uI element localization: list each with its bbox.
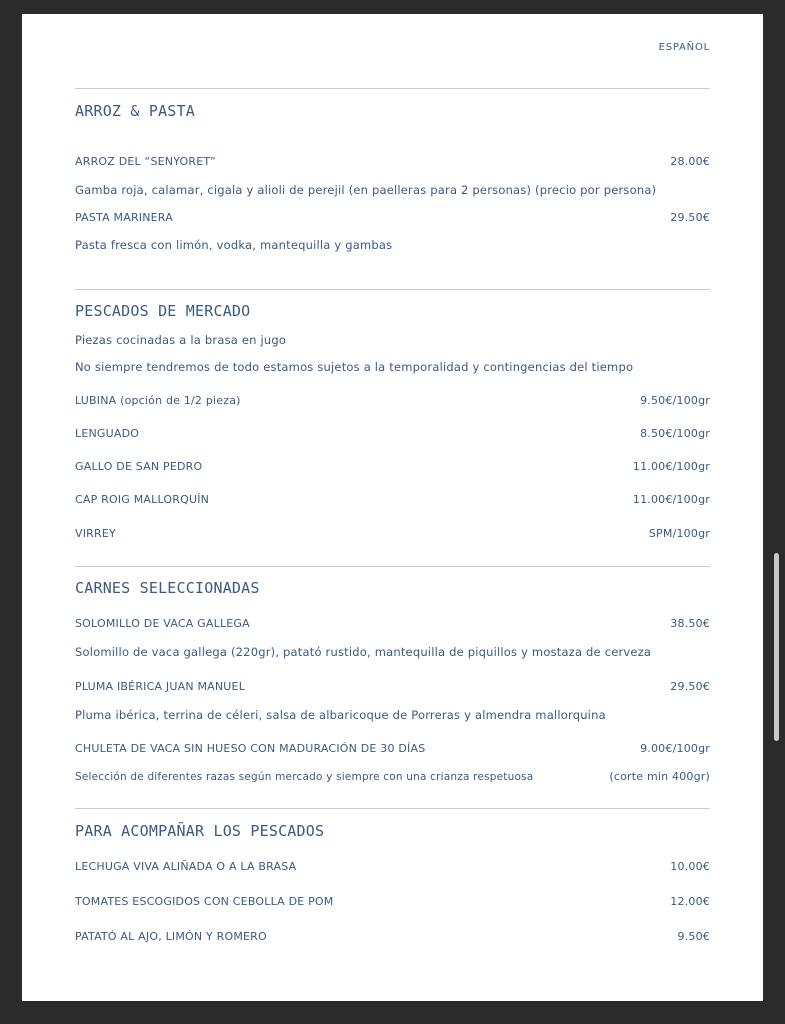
menu-item-price: 12.00€	[670, 895, 710, 908]
menu-item-name: PASTA MARINERA	[75, 211, 173, 224]
scrollbar-thumb[interactable]	[774, 553, 779, 741]
menu-item-name: CHULETA DE VACA SIN HUESO CON MADURACIÓN DE 30 DÍAS	[75, 742, 426, 755]
menu-item-price: 29.50€	[670, 211, 710, 224]
menu-item-name: LENGUADO	[75, 427, 140, 440]
menu-item-name: PATATÓ AL AJO, LIMÓN Y ROMERO	[75, 930, 267, 943]
menu-item-description: Pasta fresca con limón, vodka, mantequilla y gambas	[75, 238, 393, 252]
menu-item-price: 10.00€	[670, 860, 710, 873]
section-divider	[75, 808, 710, 809]
menu-item-price: 8.50€/100gr	[640, 427, 710, 440]
menu-item-description: Selección de diferentes razas según mercado y siempre con una crianza respetuosa	[75, 771, 534, 783]
menu-item-description: Pluma ibérica, terrina de céleri, salsa de albaricoque de Porreras y almendra mallorquina	[75, 708, 606, 722]
section-note: No siempre tendremos de todo estamos sujetos a la temporalidad y contingencias del tiempo	[75, 360, 634, 374]
menu-item-description: Solomillo de vaca gallega (220gr), patató rustido, mantequilla de piquillos y mostaza de cerveza	[75, 645, 652, 659]
menu-item-name: LUBINA (opción de 1/2 pieza)	[75, 394, 241, 407]
scrollbar[interactable]	[771, 14, 781, 1001]
menu-item-price: 28.00€	[670, 155, 710, 168]
menu-item-name: GALLO DE SAN PEDRO	[75, 460, 203, 473]
menu-item-price: 38.50€	[670, 617, 710, 630]
menu-item-description: Gamba roja, calamar, cigala y alioli de perejil (en paelleras para 2 personas) (precio por persona)	[75, 183, 657, 197]
section-title: ARROZ & PASTA	[75, 102, 195, 120]
menu-item-price: 9.50€/100gr	[640, 394, 710, 407]
section-note: Piezas cocinadas a la brasa en jugo	[75, 333, 287, 347]
menu-item-price: 11.00€/100gr	[632, 460, 710, 473]
section-divider	[75, 289, 710, 290]
menu-item-name: SOLOMILLO DE VACA GALLEGA	[75, 617, 250, 630]
menu-item-note: (corte min 400gr)	[609, 770, 710, 783]
menu-item-price: SPM/100gr	[648, 527, 710, 540]
menu-item-name: ARROZ DEL “SENYORET”	[75, 155, 216, 168]
language-selector[interactable]: ESPAÑOL	[658, 42, 710, 53]
menu-item-name: LECHUGA VIVA ALIÑADA O A LA BRASA	[75, 860, 297, 873]
menu-page	[22, 14, 763, 1001]
menu-item-price: 11.00€/100gr	[632, 493, 710, 506]
section-title: PESCADOS DE MERCADO	[75, 302, 251, 320]
menu-item-name: CAP ROIG MALLORQUÍN	[75, 493, 210, 506]
menu-item-name: VIRREY	[75, 527, 116, 540]
menu-item-price: 29.50€	[670, 680, 710, 693]
menu-item-name: PLUMA IBÉRICA JUAN MANUEL	[75, 680, 246, 693]
section-divider	[75, 566, 710, 567]
section-title: PARA ACOMPAÑAR LOS PESCADOS	[75, 822, 325, 840]
menu-item-name: TOMATES ESCOGIDOS CON CEBOLLA DE POM	[75, 895, 334, 908]
section-title: CARNES SELECCIONADAS	[75, 579, 260, 597]
menu-item-price: 9.50€	[677, 930, 710, 943]
menu-item-price: 9.00€/100gr	[640, 742, 710, 755]
section-divider	[75, 88, 710, 89]
